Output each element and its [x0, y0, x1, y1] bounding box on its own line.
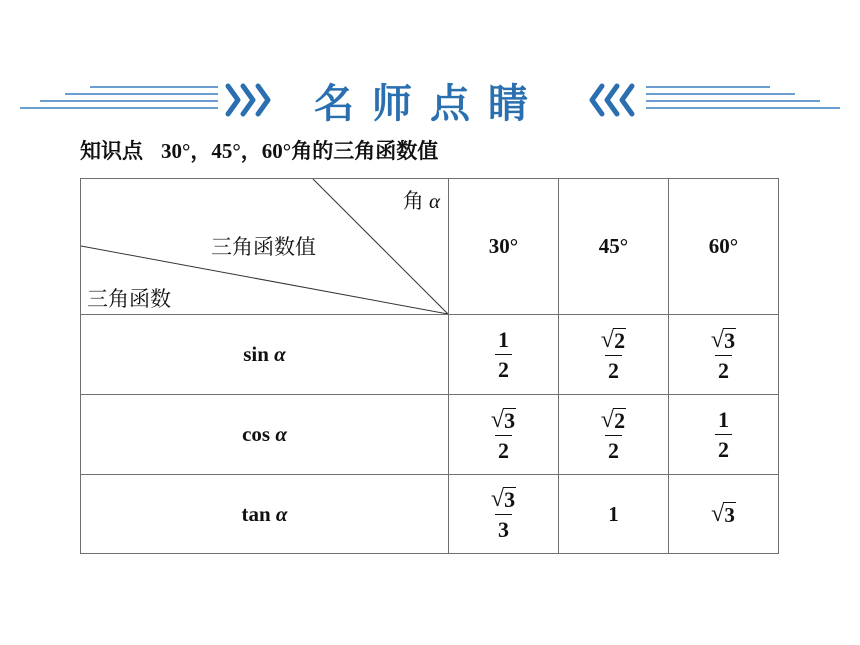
cos-60: $\frac{1}{2}$: [669, 395, 779, 475]
table-header-row: [81, 179, 779, 315]
angle-30-header: 30°: [449, 179, 559, 315]
sin-30: $\frac{1}{2}$: [449, 315, 559, 395]
fn-tan: tan α: [81, 475, 449, 554]
sin-60: √ 3 2: [669, 315, 779, 395]
angle-45-header: 45°: [559, 179, 669, 315]
table-row: [81, 395, 779, 475]
cos-45: √ 2 2: [559, 395, 669, 475]
table-row: [81, 475, 779, 554]
knowledge-text: 30°，45°，60°角的三角函数值: [161, 139, 439, 163]
tan-30: √ 3 3: [449, 475, 559, 554]
cos-30: √ 3 2: [449, 395, 559, 475]
angle-header: 角 α: [402, 189, 440, 213]
fn-sin: sin α: [81, 315, 449, 395]
functions-header: 三角函数: [87, 287, 171, 311]
sin-45: √ 2 2: [559, 315, 669, 395]
tan-60: √ 3: [669, 475, 779, 554]
table-row: [81, 315, 779, 395]
fn-cos: cos α: [81, 395, 449, 475]
values-header: 三角函数值: [211, 235, 316, 259]
diagonal-header-cell: [81, 179, 449, 315]
knowledge-label: 知识点: [80, 139, 143, 163]
trig-values-table: [80, 178, 779, 554]
page-title: 名师点睛: [314, 81, 546, 127]
tan-45: 1: [559, 475, 669, 554]
angle-60-header: 60°: [669, 179, 779, 315]
knowledge-point: [80, 136, 438, 166]
